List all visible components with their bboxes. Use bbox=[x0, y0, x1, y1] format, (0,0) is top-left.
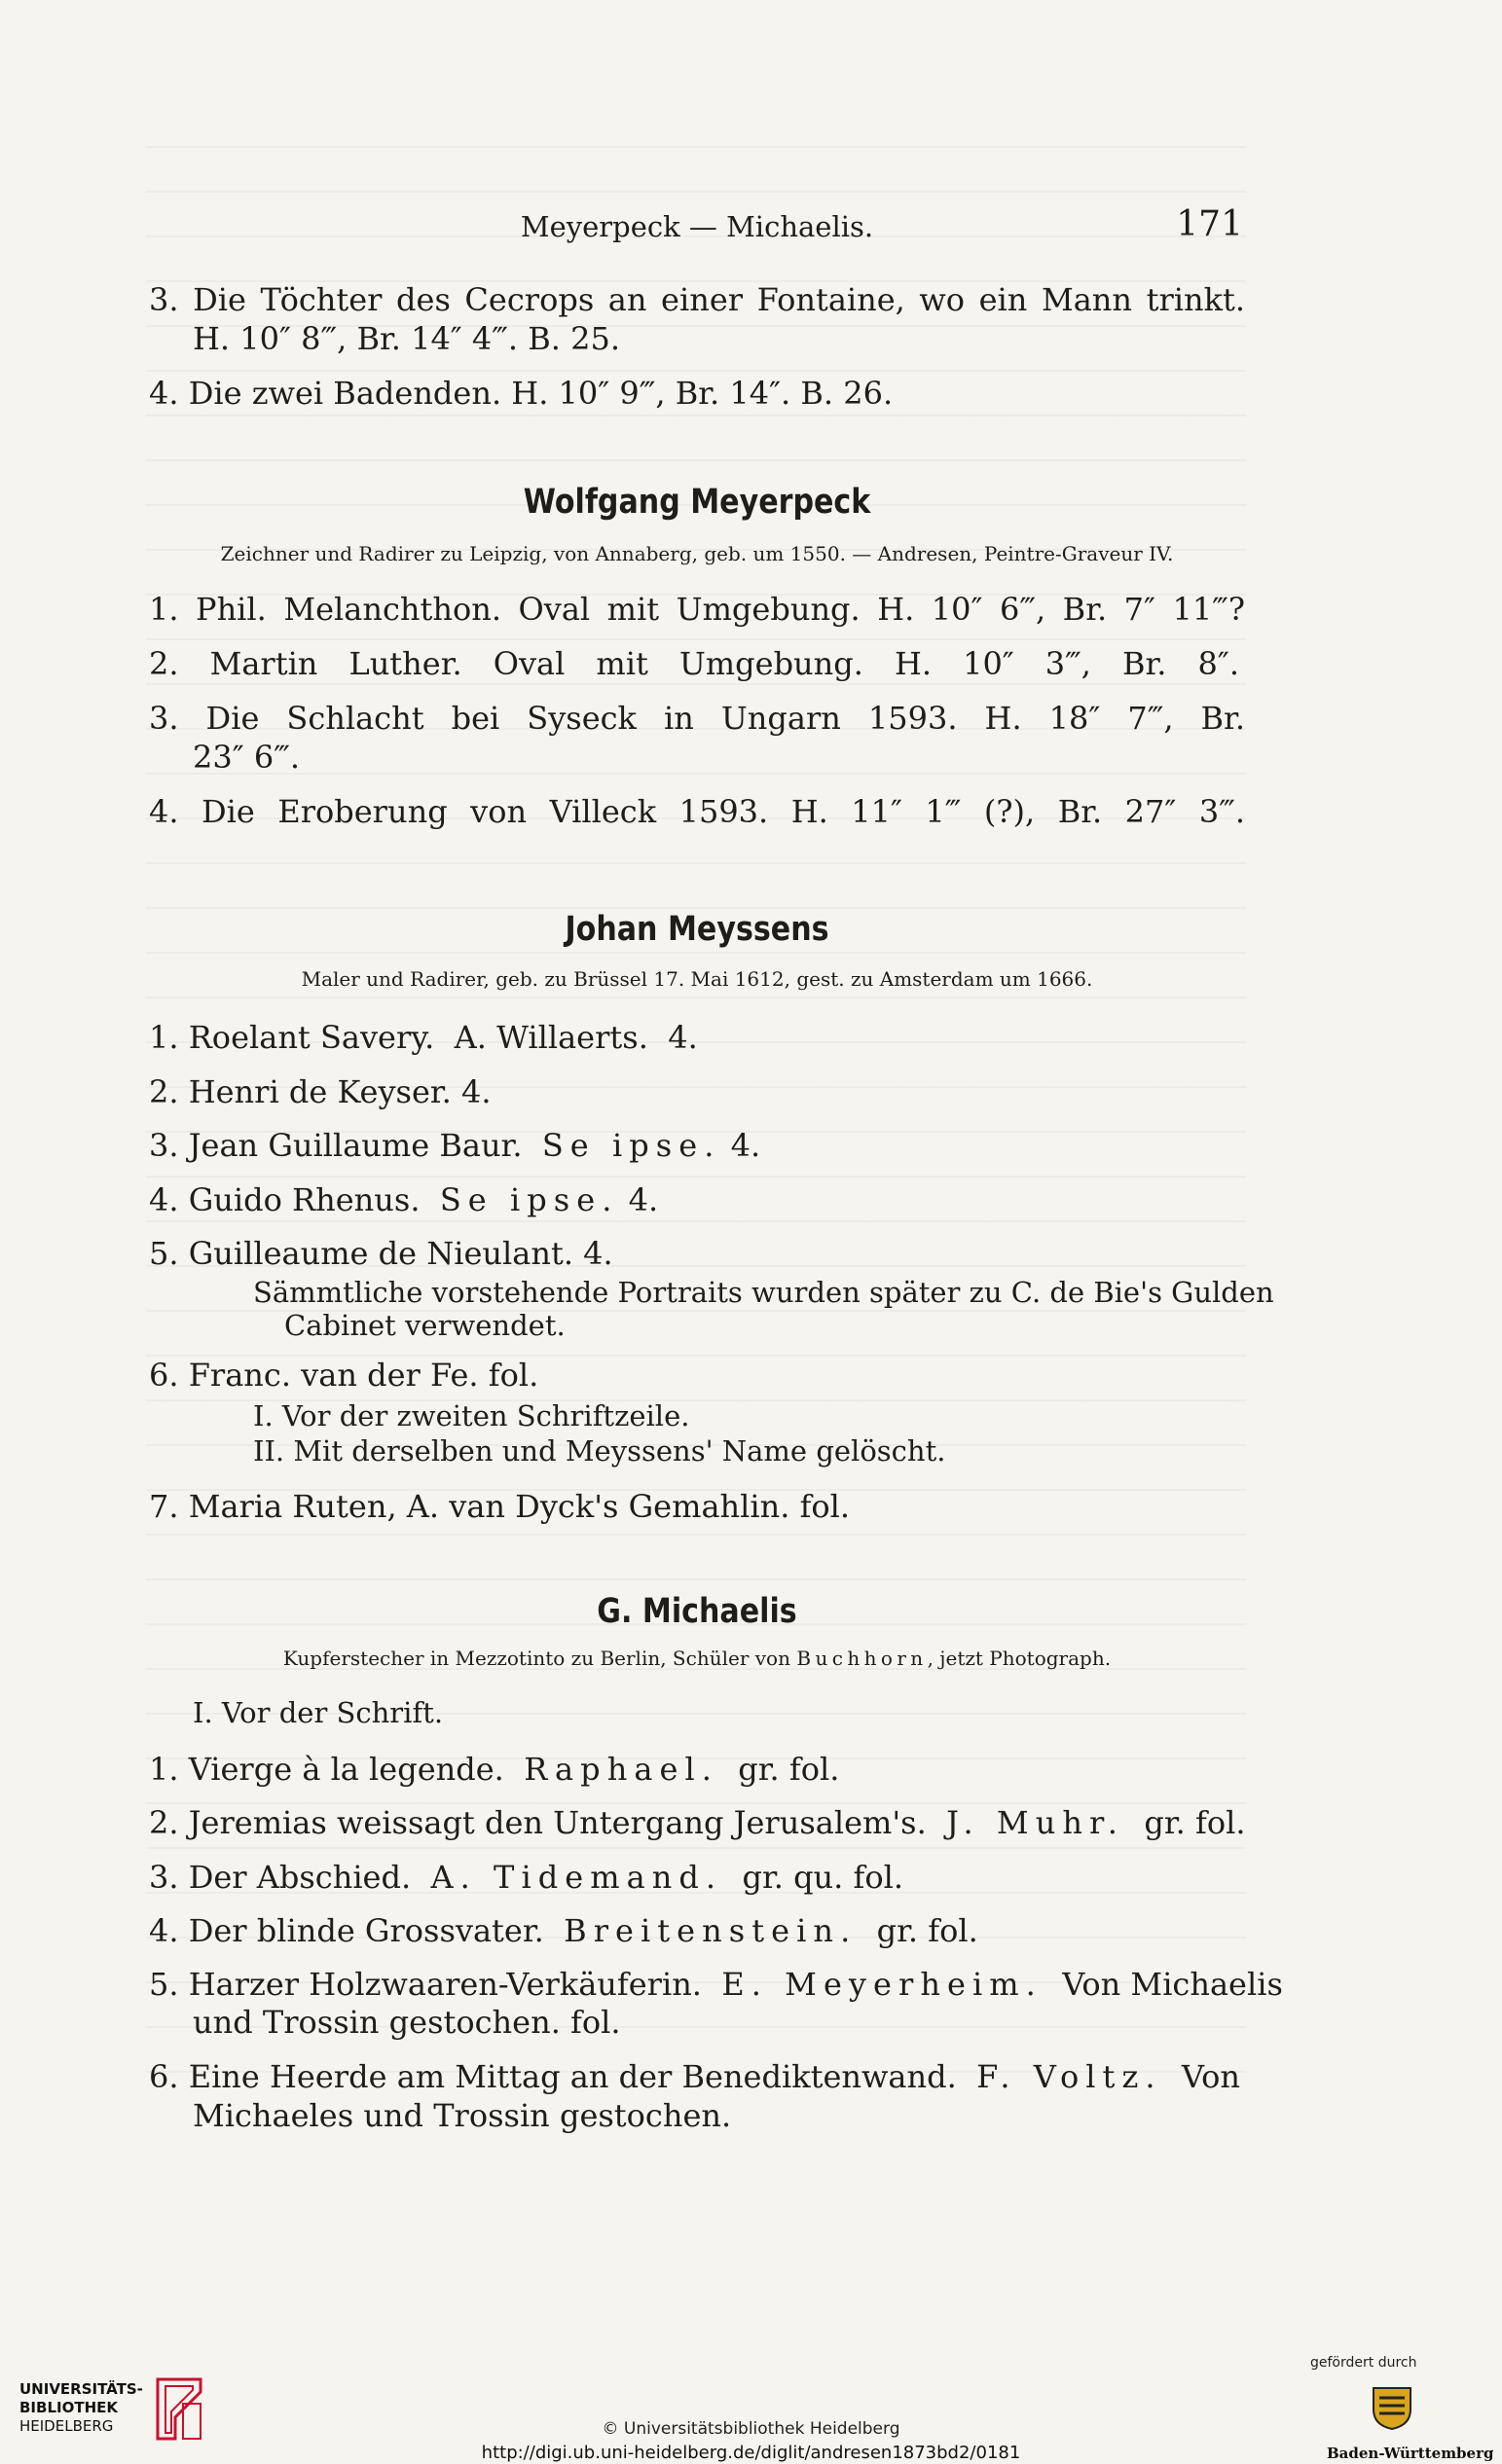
artist-description: Zeichner und Radirer zu Leipzig, von Annaberg, geb. um 1550. — Andresen, Peintre-Graveur IV. bbox=[220, 542, 1174, 565]
entry-title: 4. Guido Rhenus. bbox=[149, 1181, 421, 1218]
entry-format: 4. bbox=[730, 1127, 761, 1164]
header-title: Meyerpeck — Michaelis. bbox=[520, 210, 874, 243]
entry-note: Sämmtliche vorstehende Portraits wurden später zu C. de Bie's Gulden bbox=[253, 1276, 1274, 1309]
entry-artist: Breitenstein. bbox=[564, 1912, 858, 1949]
artist-heading: G. Michaelis bbox=[597, 1592, 797, 1631]
entry-artist: J. Muhr. bbox=[946, 1804, 1125, 1841]
entry-title: 6. Eine Heerde am Mittag an der Benediktenwand. bbox=[149, 2058, 957, 2095]
entry-title: 3. Der Abschied. bbox=[149, 1859, 412, 1896]
entry-format: 4. bbox=[668, 1019, 698, 1056]
artist-heading: Wolfgang Meyerpeck bbox=[523, 483, 871, 522]
entry-format: gr. qu. fol. bbox=[742, 1859, 904, 1896]
entry-artist: Se ipse. bbox=[541, 1127, 721, 1164]
entry-line: und Trossin gestochen. fol. bbox=[193, 2004, 621, 2041]
library-name-line: UNIVERSITÄTS- bbox=[19, 2380, 143, 2398]
funded-by-label: gefördert durch bbox=[1310, 2355, 1417, 2371]
entry-format: 4. bbox=[628, 1181, 659, 1218]
entry-title: 5. Harzer Holzwaaren-Verkäuferin. bbox=[149, 1966, 702, 2003]
entry-line: 2. Martin Luther. Oval mit Umgebung. H. 10″ 3‴, Br. 8″. bbox=[149, 645, 1239, 682]
entry-line bbox=[149, 1803, 1246, 1842]
entry-title: 1. Vierge à la legende. bbox=[149, 1751, 504, 1788]
entry-artist: E. Meyerheim. bbox=[721, 1966, 1043, 2003]
entry-line: 23″ 6‴. bbox=[193, 739, 301, 776]
entry-line: 1. Phil. Melanchthon. Oval mit Umgebung. H. 10″ 6‴, Br. 7″ 11‴? bbox=[149, 591, 1245, 628]
entry-title: 1. Roelant Savery. bbox=[149, 1019, 435, 1056]
library-name-line: BIBLIOTHEK bbox=[19, 2399, 118, 2416]
entry-line: Michaeles und Trossin gestochen. bbox=[193, 2097, 732, 2134]
coat-of-arms-icon bbox=[1368, 2382, 1416, 2431]
entry-line: 3. Die Schlacht bei Syseck in Ungarn 1593. H. 18″ 7‴, Br. bbox=[149, 700, 1245, 737]
entry-artist: Se ipse. bbox=[439, 1181, 619, 1218]
funder-name: Baden-Württemberg bbox=[1327, 2445, 1494, 2462]
entry-format: gr. fol. bbox=[876, 1912, 978, 1949]
entry-note: Von Michaelis bbox=[1062, 1966, 1283, 2003]
library-name-line: HEIDELBERG bbox=[19, 2417, 114, 2435]
entry-line bbox=[149, 1858, 903, 1897]
entry-note: Cabinet verwendet. bbox=[284, 1309, 566, 1342]
entry-note: Von bbox=[1181, 2058, 1240, 2095]
entry-line: H. 10″ 8‴, Br. 14″ 4‴. B. 25. bbox=[193, 320, 621, 357]
copyright-notice: © Universitätsbibliothek Heidelberg bbox=[602, 2419, 900, 2439]
source-url-link[interactable]: http://digi.ub.uni-heidelberg.de/diglit/andresen1873bd2/0181 bbox=[481, 2443, 1021, 2463]
entry-line: 5. Guilleaume de Nieulant. 4. bbox=[149, 1235, 613, 1272]
entry-line bbox=[149, 1126, 760, 1165]
artist-heading: Johan Meyssens bbox=[565, 910, 829, 949]
running-header bbox=[149, 204, 1245, 253]
entry-line: 7. Maria Ruten, A. van Dyck's Gemahlin. fol. bbox=[149, 1488, 851, 1525]
entry-line bbox=[149, 2057, 1240, 2096]
entry-artist: A. Willaerts. bbox=[454, 1019, 648, 1056]
artist-description bbox=[146, 1647, 1248, 1670]
desc-text: Kupferstecher in Mezzotinto zu Berlin, Schüler von bbox=[282, 1647, 790, 1670]
entry-line bbox=[149, 1965, 1283, 2004]
entry-line bbox=[149, 1750, 839, 1789]
desc-text: , jetzt Photograph. bbox=[927, 1647, 1112, 1670]
state-note: II. Mit derselben und Meyssens' Name gelöscht. bbox=[253, 1434, 946, 1468]
entry-line bbox=[149, 1180, 658, 1219]
entry-line: 4. Die zwei Badenden. H. 10″ 9‴, Br. 14″. B. 26. bbox=[149, 375, 894, 412]
entry-format: gr. fol. bbox=[1144, 1804, 1246, 1841]
state-note: I. Vor der zweiten Schriftzeile. bbox=[253, 1399, 690, 1432]
entry-line bbox=[149, 1018, 698, 1057]
entry-title: 4. Der blinde Grossvater. bbox=[149, 1912, 544, 1949]
entry-title: 3. Jean Guillaume Baur. bbox=[149, 1127, 523, 1164]
entry-line: 2. Henri de Keyser. 4. bbox=[149, 1073, 492, 1110]
entry-line bbox=[149, 1911, 978, 1950]
entry-format: gr. fol. bbox=[738, 1751, 840, 1788]
digitization-footer bbox=[0, 2326, 1502, 2464]
entry-line: 3. Die Töchter des Cecrops an einer Fontaine, wo ein Mann trinkt. bbox=[149, 281, 1245, 318]
entry-artist: Raphael. bbox=[524, 1751, 718, 1788]
entry-line: 6. Franc. van der Fe. fol. bbox=[149, 1357, 539, 1394]
entry-line: 4. Die Eroberung von Villeck 1593. H. 11″ 1‴ (?), Br. 27″ 3‴. bbox=[149, 793, 1245, 830]
state-note: I. Vor der Schrift. bbox=[193, 1696, 444, 1729]
artist-description: Maler und Radirer, geb. zu Brüssel 17. Mai 1612, gest. zu Amsterdam um 1666. bbox=[301, 967, 1093, 991]
teacher-name: Buchhorn bbox=[796, 1647, 928, 1670]
entry-title: 2. Jeremias weissagt den Untergang Jerusalem's. bbox=[149, 1804, 927, 1841]
entry-artist: A. Tidemand. bbox=[430, 1859, 723, 1896]
page-number: 171 bbox=[1176, 204, 1243, 244]
entry-artist: F. Voltz. bbox=[976, 2058, 1162, 2095]
